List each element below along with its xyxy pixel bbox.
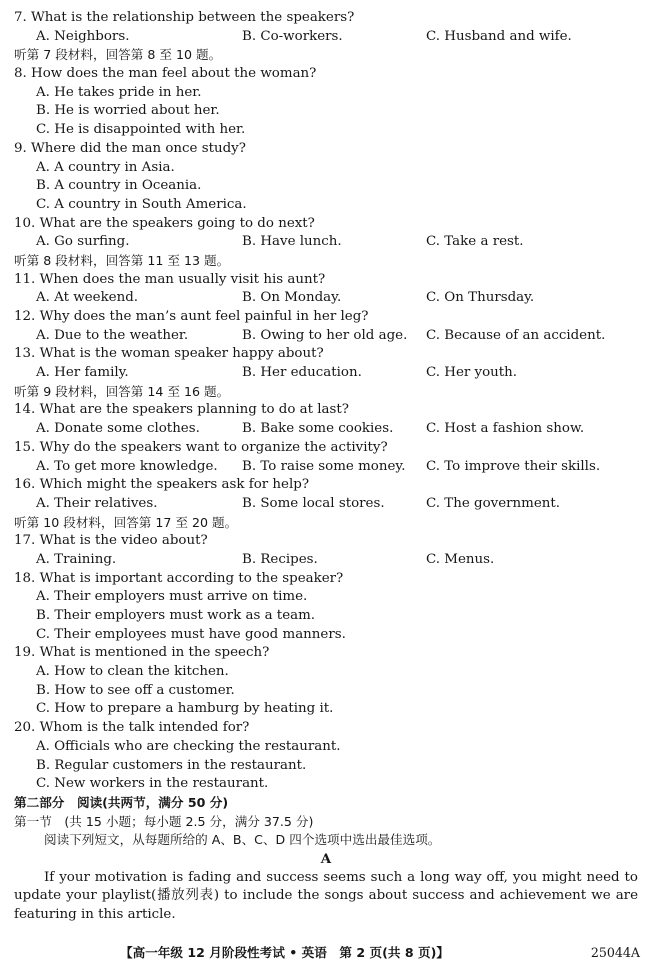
option-c: C. Husband and wife.: [426, 28, 572, 44]
option-c: C. On Thursday.: [426, 290, 535, 306]
option-a: A. Training.: [36, 551, 117, 567]
options-row: [14, 327, 638, 346]
option-b: B. Recipes.: [242, 551, 318, 567]
question-7: [14, 9, 638, 28]
question-text: When does the man usually visit his aunt?: [39, 271, 326, 287]
question-19: [14, 644, 638, 663]
option-a: A. A country in Asia.: [36, 159, 175, 175]
option-b: B. Bake some cookies.: [242, 421, 394, 437]
question-11: [14, 271, 638, 290]
instruction-text: 阅读下列短文，从每题所给的 A、B、C、D 四个选项中选出最佳选项。: [44, 832, 441, 848]
options-row: [14, 289, 638, 308]
section-heading: 第一节 (共 15 小题；每小题 2.5 分，满分 37.5 分): [14, 813, 314, 829]
options-row: [14, 28, 638, 47]
option-c: C. The government.: [426, 495, 561, 511]
question-18: [14, 570, 638, 589]
option-c: C. How to prepare a hamburg by heating it.: [36, 701, 334, 717]
question-number: 12.: [14, 309, 36, 324]
question-16: [14, 476, 638, 495]
option-c: C. Take a rest.: [426, 234, 524, 250]
option-a: A. Their relatives.: [36, 495, 158, 511]
passage-paragraph: If your motivation is fading and success seems such a long way off, you might need to update your playlist(播放列表) to include the songs about success and achievement we are featuring in this article.: [14, 869, 638, 923]
option-c: C. Menus.: [426, 551, 495, 567]
question-14: [14, 401, 638, 420]
options-row: [14, 420, 638, 439]
question-number: 20.: [14, 720, 36, 736]
option-c: C. Their employees must have good manners.: [36, 626, 346, 642]
question-9: [14, 140, 638, 159]
question-text: What is mentioned in the speech?: [39, 645, 270, 661]
option-a: A. Officials who are checking the restaurant.: [36, 738, 341, 754]
option-b: B. Have lunch.: [242, 234, 342, 250]
option-b: B. How to see off a customer.: [36, 682, 235, 698]
option-b: B. Her education.: [242, 365, 362, 381]
option-b: B. Owing to her old age.: [242, 327, 408, 343]
option-b: B. Some local stores.: [242, 495, 385, 511]
option-b: B. Regular customers in the restaurant.: [36, 757, 307, 773]
question-text: How does the man feel about the woman?: [31, 66, 317, 82]
exam-code: 25044A: [590, 945, 640, 960]
part-heading: 第二部分 阅读(共两节，满分 50 分): [14, 794, 229, 810]
question-number: 15.: [14, 439, 36, 455]
option-a: A. Donate some clothes.: [36, 421, 200, 437]
footer-title: 【高一年级 12 月阶段性考试 • 英语 第 2 页(共 8 页)】: [120, 945, 449, 960]
question-number: 19.: [14, 645, 36, 661]
option-b: B. On Monday.: [242, 290, 342, 306]
option-b: B. Their employers must work as a team.: [36, 608, 316, 623]
options-row: [14, 495, 638, 514]
question-10: [14, 215, 638, 234]
question-20: [14, 719, 638, 738]
option-c: C. To improve their skills.: [426, 458, 601, 474]
question-number: 14.: [14, 402, 36, 418]
question-text: What is the woman speaker happy about?: [39, 346, 324, 362]
question-17: [14, 532, 638, 551]
page-footer: [0, 944, 648, 964]
options-row: [14, 364, 638, 383]
question-number: 7.: [14, 10, 27, 25]
question-number: 18.: [14, 570, 36, 586]
option-c: C. Host a fashion show.: [426, 421, 585, 437]
option-a: A. To get more knowledge.: [36, 458, 218, 474]
section-heading: 听第 10 段材料，回答第 17 至 20 题。: [14, 514, 238, 530]
option-c: C. New workers in the restaurant.: [36, 776, 269, 792]
option-c: C. He is disappointed with her.: [36, 122, 246, 138]
question-text: What is important according to the speaker?: [39, 570, 344, 586]
options-row: [14, 233, 638, 252]
passage-label: A: [320, 850, 332, 867]
question-number: 11.: [14, 271, 36, 287]
question-text: What is the relationship between the speakers?: [31, 10, 355, 25]
options-row: [14, 458, 638, 477]
option-a: A. He takes pride in her.: [36, 84, 202, 100]
option-a: A. At weekend.: [36, 290, 139, 306]
option-a: A. Her family.: [36, 365, 129, 381]
question-number: 13.: [14, 346, 36, 362]
option-c: C. A country in South America.: [36, 196, 247, 212]
option-a: A. Due to the weather.: [36, 327, 189, 343]
section-heading: 听第 8 段材料，回答第 11 至 13 题。: [14, 252, 230, 268]
question-number: 8.: [14, 66, 27, 82]
question-12: [14, 308, 638, 327]
question-number: 9.: [14, 140, 27, 156]
section-heading: 听第 7 段材料，回答第 8 至 10 题。: [14, 47, 222, 63]
option-a: A. Go surfing.: [36, 234, 130, 250]
option-b: B. A country in Oceania.: [36, 178, 202, 194]
option-a: A. Their employers must arrive on time.: [36, 589, 308, 605]
question-text: What is the video about?: [39, 533, 208, 549]
question-13: [14, 345, 638, 364]
question-text: Where did the man once study?: [31, 140, 246, 156]
question-text: Why do the speakers want to organize the activity?: [39, 439, 388, 455]
page-content: [14, 9, 638, 925]
option-a: A. Neighbors.: [36, 28, 130, 44]
option-a: A. How to clean the kitchen.: [36, 664, 229, 680]
section-heading: 听第 9 段材料，回答第 14 至 16 题。: [14, 383, 230, 399]
question-number: 10.: [14, 215, 36, 231]
option-c: C. Because of an accident.: [426, 327, 606, 343]
option-b: B. He is worried about her.: [36, 103, 220, 119]
option-c: C. Her youth.: [426, 365, 518, 381]
question-text: What are the speakers going to do next?: [39, 215, 315, 231]
option-b: B. Co-workers.: [242, 28, 343, 44]
question-text: Whom is the talk intended for?: [39, 720, 250, 736]
question-text: What are the speakers planning to do at last?: [39, 402, 349, 418]
question-8: [14, 65, 638, 84]
question-number: 16.: [14, 477, 36, 493]
question-text: Which might the speakers ask for help?: [39, 477, 310, 493]
option-b: B. To raise some money.: [242, 458, 406, 474]
question-text: Why does the man’s aunt feel painful in her leg?: [39, 309, 369, 324]
question-number: 17.: [14, 533, 36, 549]
question-15: [14, 439, 638, 458]
options-row: [14, 551, 638, 570]
